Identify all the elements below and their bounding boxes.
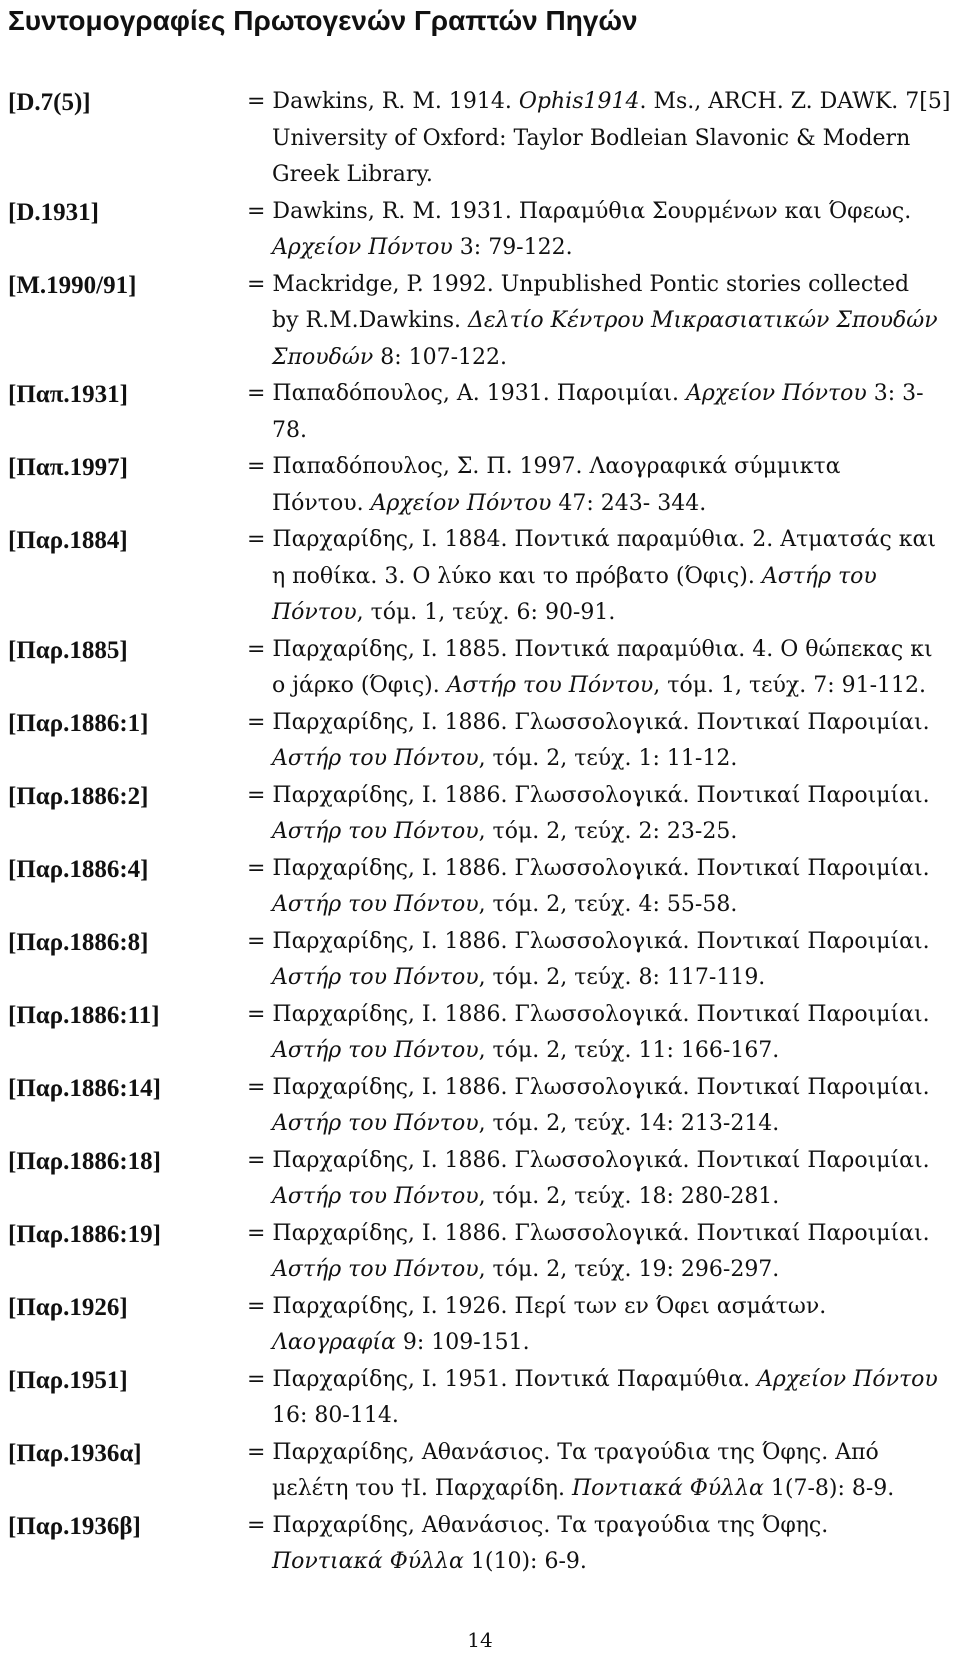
citation-segment: = Mackridge, P. 1992. Unpublished Pontic stories collected: [247, 271, 910, 297]
bibliography-entry: [0, 632, 960, 705]
citation-line: [247, 522, 947, 559]
citation-segment: 78.: [272, 417, 307, 443]
entry-abbreviation: [Παρ.1886:14]: [8, 1074, 162, 1102]
bibliography-entry: [0, 267, 960, 377]
entry-citation: [247, 1289, 947, 1362]
citation-line: [247, 997, 947, 1034]
citation-line: [247, 376, 947, 413]
citation-segment: , τόμ. 2, τεύχ. 11: 166-167.: [478, 1038, 780, 1063]
entry-abbreviation: [Παπ.1997]: [8, 454, 128, 481]
entry-abbreviation: [Παρ.1886:1]: [8, 709, 149, 737]
citation-segment: = Παρχαρίδης, Ι. 1886. Γλωσσολογικά. Ποντικαί Παροιμίαι.: [247, 1001, 930, 1027]
bibliography-entry: [0, 778, 960, 851]
citation-line: [247, 778, 947, 815]
citation-line: [247, 1398, 947, 1435]
citation-italic-segment: Αρχείον Πόντου: [685, 381, 867, 406]
entry-abbreviation: [Παρ.1936β]: [8, 1512, 141, 1540]
bibliography-entry: [0, 1070, 960, 1143]
entry-abbreviation: [M.1990/91]: [8, 271, 137, 299]
citation-line: [247, 1289, 947, 1326]
citation-line: [247, 1252, 947, 1289]
citation-line: [247, 1471, 947, 1508]
citation-segment: = Παπαδόπουλος, Α. 1931. Παροιμίαι.: [247, 381, 686, 406]
citation-segment: = Παρχαρίδης, Ι. 1926. Περί των εν Όφει ασμάτων.: [247, 1293, 827, 1319]
entry-citation: [247, 522, 947, 632]
bibliography-entry: [0, 924, 960, 997]
entry-citation: [247, 632, 947, 705]
bibliography-entry: [0, 1216, 960, 1289]
citation-italic-segment: Αρχείον Πόντου: [272, 235, 453, 260]
citation-line: [247, 267, 947, 304]
entry-abbreviation: [Παρ.1886:18]: [8, 1147, 162, 1175]
citation-segment: 1(10): 6-9.: [463, 1549, 587, 1574]
citation-italic-segment: Αστήρ του Πόντου: [272, 746, 479, 771]
citation-italic-segment: Αστήρ του: [761, 563, 877, 589]
citation-line: [247, 1179, 947, 1216]
entry-citation: [247, 1143, 947, 1216]
citation-segment: , τόμ. 2, τεύχ. 19: 296-297.: [478, 1257, 780, 1282]
citation-line: [247, 1216, 947, 1253]
citation-segment: = Dawkins, R. M. 1931. Παραμύθια Σουρμένων και Όφεως.: [247, 198, 912, 224]
citation-line: [247, 814, 947, 851]
entry-abbreviation: [Παρ.1886:2]: [8, 782, 149, 810]
citation-line: [247, 668, 947, 705]
entry-citation: [247, 851, 947, 924]
entry-abbreviation: [Παρ.1886:19]: [8, 1220, 162, 1248]
citation-italic-segment: Αρχείον Πόντου: [370, 490, 552, 516]
entry-citation: [247, 1435, 947, 1508]
entry-abbreviation: [Παρ.1884]: [8, 527, 128, 554]
citation-segment: = Παρχαρίδης, Ι. 1886. Γλωσσολογικά. Ποντικαί Παροιμίαι.: [247, 782, 930, 808]
bibliography-list: [0, 84, 960, 1581]
citation-segment: = Παρχαρίδης, Ι. 1886. Γλωσσολογικά. Ποντικαί Παροιμίαι.: [247, 709, 930, 735]
citation-segment: = Παρχαρίδης, Ι. 1951. Ποντικά Παραμύθια.: [247, 1366, 757, 1392]
citation-italic-segment: Λαογραφία: [272, 1330, 396, 1355]
citation-line: [247, 887, 947, 924]
citation-segment: , τόμ. 1, τεύχ. 6: 90-91.: [356, 600, 616, 625]
citation-line: [247, 121, 947, 158]
citation-line: [247, 705, 947, 742]
citation-italic-segment: Σπουδών: [272, 344, 374, 370]
citation-segment: 16: 80-114.: [272, 1403, 399, 1428]
bibliography-entry: [0, 1143, 960, 1216]
entry-abbreviation: [Παρ.1886:8]: [8, 928, 149, 956]
entry-abbreviation: [Παρ.1936α]: [8, 1439, 142, 1467]
citation-line: [247, 486, 947, 523]
citation-segment: 3: 79-122.: [452, 235, 573, 260]
citation-line: [247, 559, 947, 596]
citation-italic-segment: Δελτίο Κέντρου Μικρασιατικών Σπουδών: [467, 308, 938, 333]
citation-segment: by R.M.Dawkins.: [272, 308, 468, 333]
citation-line: [247, 632, 947, 669]
citation-segment: 47: 243- 344.: [551, 490, 707, 516]
citation-line: [247, 194, 947, 231]
citation-segment: = Παρχαρίδης, Αθανάσιος. Τα τραγούδια της Όφης.: [247, 1512, 829, 1538]
citation-italic-segment: Πόντου: [272, 600, 357, 625]
citation-segment: = Παρχαρίδης, Αθανάσιος. Τα τραγούδια της Όφης. Από: [247, 1439, 879, 1465]
citation-segment: . Ms., ARCH. Z. DAWK. 7[5]: [639, 89, 951, 114]
citation-line: [247, 851, 947, 888]
bibliography-entry: [0, 84, 960, 194]
citation-line: [247, 303, 947, 340]
entry-citation: [247, 1508, 947, 1581]
citation-line: [247, 924, 947, 961]
citation-segment: , τόμ. 2, τεύχ. 2: 23-25.: [478, 819, 738, 844]
citation-italic-segment: Αστήρ του Πόντου: [446, 673, 654, 698]
entry-citation: [247, 997, 947, 1070]
entry-abbreviation: [Παρ.1886:11]: [8, 1001, 160, 1029]
bibliography-entry: [0, 376, 960, 449]
entry-citation: [247, 924, 947, 997]
citation-line: [247, 1544, 947, 1581]
citation-segment: = Παρχαρίδης, Ι. 1886. Γλωσσολογικά. Ποντικαί Παροιμίαι.: [247, 928, 930, 954]
bibliography-entry: [0, 194, 960, 267]
citation-segment: , τόμ. 2, τεύχ. 8: 117-119.: [478, 965, 766, 990]
entry-abbreviation: [Παρ.1886:4]: [8, 855, 149, 883]
entry-abbreviation: [Παρ.1926]: [8, 1293, 128, 1321]
citation-italic-segment: Αστήρ του Πόντου: [272, 1184, 479, 1209]
citation-segment: , τόμ. 2, τεύχ. 18: 280-281.: [478, 1184, 780, 1209]
citation-segment: = Παρχαρίδης, Ι. 1886. Γλωσσολογικά. Ποντικαί Παροιμίαι.: [247, 1074, 930, 1100]
entry-citation: [247, 267, 947, 377]
citation-line: [247, 1143, 947, 1180]
entry-citation: [247, 194, 947, 267]
citation-line: [247, 1106, 947, 1143]
citation-segment: = Παρχαρίδης, Ι. 1886. Γλωσσολογικά. Ποντικαί Παροιμίαι.: [247, 855, 930, 881]
citation-italic-segment: Ophis1914: [518, 89, 640, 114]
entry-abbreviation: [D.7(5)]: [8, 89, 91, 116]
citation-segment: 1(7-8): 8-9.: [763, 1476, 895, 1501]
bibliography-entry: [0, 449, 960, 522]
citation-line: [247, 741, 947, 778]
citation-segment: 8: 107-122.: [373, 344, 508, 370]
entry-citation: [247, 1362, 947, 1435]
bibliography-entry: [0, 1362, 960, 1435]
citation-line: [247, 1325, 947, 1362]
bibliography-entry: [0, 1289, 960, 1362]
citation-line: [247, 340, 947, 377]
page-title: Συντομογραφίες Πρωτογενών Γραπτών Πηγών: [8, 5, 638, 36]
bibliography-entry: [0, 997, 960, 1070]
bibliography-entry: [0, 705, 960, 778]
bibliography-entry: [0, 1508, 960, 1581]
citation-line: [247, 413, 947, 450]
entry-abbreviation: [Παπ.1931]: [8, 381, 128, 408]
citation-line: [247, 595, 947, 632]
citation-line: [247, 1362, 947, 1399]
citation-line: [247, 1070, 947, 1107]
citation-line: [247, 1033, 947, 1070]
citation-line: [247, 1508, 947, 1545]
citation-italic-segment: Αστήρ του Πόντου: [272, 1111, 479, 1136]
citation-segment: = Παρχαρίδης, Ι. 1886. Γλωσσολογικά. Ποντικαί Παροιμίαι.: [247, 1147, 930, 1173]
citation-line: [247, 84, 951, 121]
citation-italic-segment: Ποντιακά Φύλλα: [272, 1549, 464, 1574]
citation-italic-segment: Αστήρ του Πόντου: [272, 965, 479, 990]
citation-italic-segment: Αστήρ του Πόντου: [272, 1257, 479, 1282]
citation-segment: ο jάρκο (Όφις).: [272, 673, 447, 698]
entry-abbreviation: [Παρ.1885]: [8, 636, 128, 664]
entry-citation: [247, 705, 947, 778]
citation-italic-segment: Αστήρ του Πόντου: [272, 1038, 479, 1063]
citation-italic-segment: Ποντιακά Φύλλα: [571, 1476, 764, 1501]
citation-line: [247, 960, 947, 997]
citation-italic-segment: Αρχείον Πόντου: [756, 1366, 938, 1392]
bibliography-entry: [0, 522, 960, 632]
citation-segment: = Παρχαρίδης, Ι. 1885. Ποντικά παραμύθια. 4. Ο θώπεκας κι: [247, 636, 933, 662]
entry-abbreviation: [D.1931]: [8, 198, 99, 226]
citation-segment: , τόμ. 2, τεύχ. 14: 213-214.: [478, 1111, 780, 1136]
citation-segment: Πόντου.: [272, 490, 371, 516]
citation-segment: = Παπαδόπουλος, Σ. Π. 1997. Λαογραφικά σύμμικτα: [247, 454, 841, 479]
bibliography-entry: [0, 851, 960, 924]
citation-segment: University of Oxford: Taylor Bodleian Slavonic & Modern: [272, 125, 911, 151]
citation-segment: , τόμ. 2, τεύχ. 1: 11-12.: [478, 746, 738, 771]
citation-segment: = Dawkins, R. M. 1914.: [247, 89, 519, 114]
citation-line: [247, 1435, 947, 1472]
citation-segment: η ποθίκα. 3. Ο λύκο και το πρόβατο (Όφις).: [272, 563, 762, 589]
citation-segment: , τόμ. 1, τεύχ. 7: 91-112.: [653, 673, 927, 698]
page-number: 14: [467, 1628, 493, 1652]
entry-citation: [247, 449, 947, 522]
citation-segment: μελέτη του †Ι. Παρχαρίδη.: [272, 1476, 572, 1501]
citation-line: [247, 157, 947, 194]
entry-citation: [247, 778, 947, 851]
citation-segment: 3: 3-: [866, 381, 924, 406]
citation-line: [247, 449, 947, 486]
bibliography-entry: [0, 1435, 960, 1508]
entry-citation: [247, 1070, 947, 1143]
citation-segment: = Παρχαρίδης, Ι. 1886. Γλωσσολογικά. Ποντικαί Παροιμίαι.: [247, 1220, 930, 1246]
citation-segment: Greek Library.: [272, 162, 433, 187]
entry-citation: [247, 1216, 947, 1289]
citation-segment: , τόμ. 2, τεύχ. 4: 55-58.: [478, 892, 738, 917]
citation-segment: = Παρχαρίδης, Ι. 1884. Ποντικά παραμύθια. 2. Ατματσάς και: [247, 527, 937, 552]
citation-italic-segment: Αστήρ του Πόντου: [272, 892, 479, 917]
citation-segment: 9: 109-151.: [395, 1330, 530, 1355]
entry-abbreviation: [Παρ.1951]: [8, 1366, 128, 1394]
entry-citation: [247, 376, 947, 449]
citation-line: [247, 230, 947, 267]
entry-citation: [247, 84, 951, 194]
citation-italic-segment: Αστήρ του Πόντου: [272, 819, 479, 844]
